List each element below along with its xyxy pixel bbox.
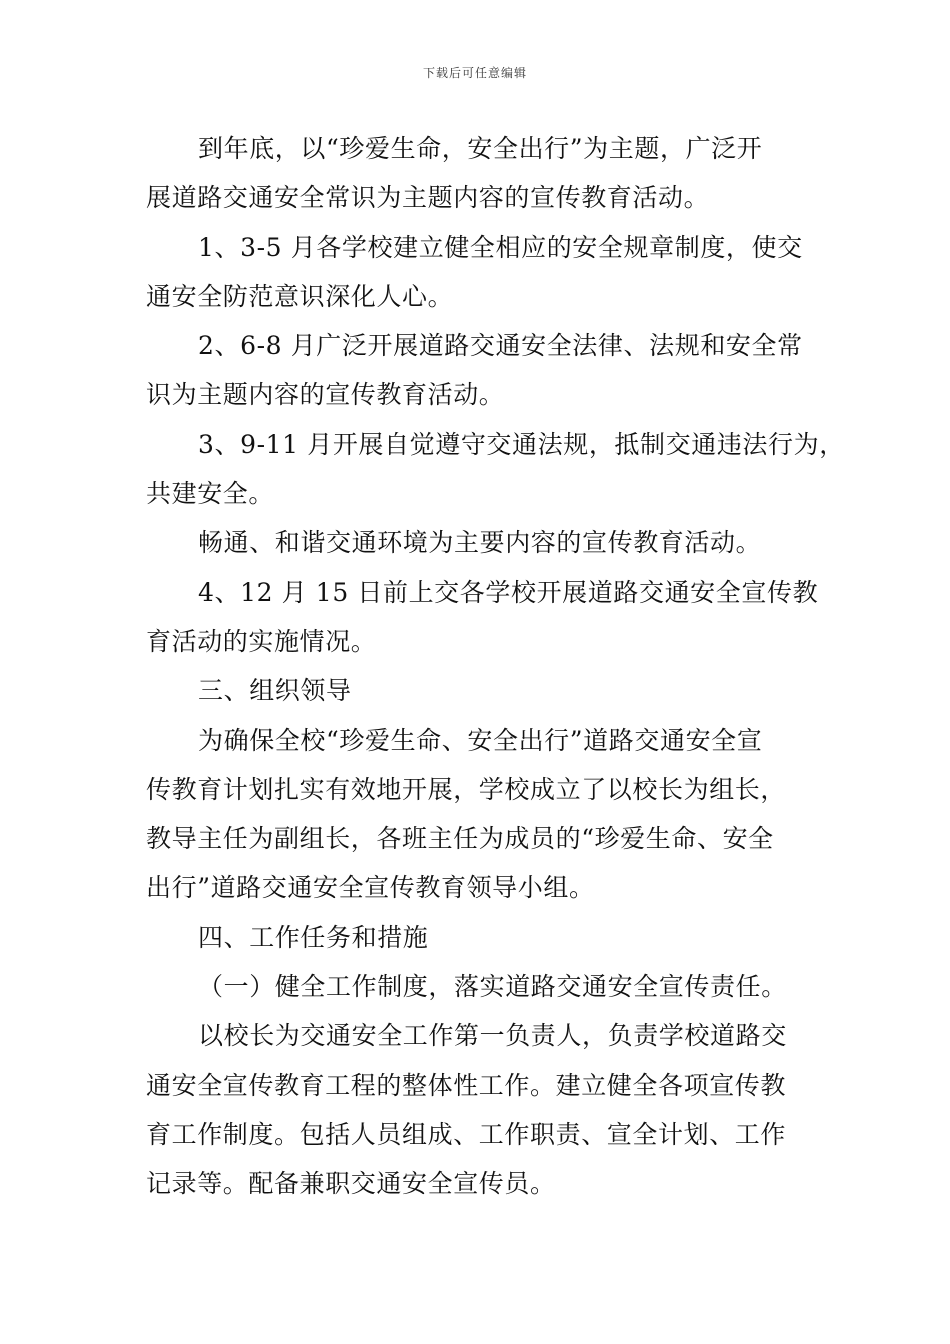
text-line: 4、12 月 15 日前上交各学校开展道路交通安全宣传教 [198, 577, 819, 607]
text-line: 为确保全校“珍爱生命、安全出行”道路交通安全宣 [198, 725, 763, 755]
text-line: 识为主题内容的宣传教育活动。 [146, 380, 505, 410]
text-line: 畅通、和谐交通环境为主要内容的宣传教育活动。 [198, 528, 762, 558]
text-line: 通安全宣传教育工程的整体性工作。建立健全各项宣传教 [146, 1070, 787, 1100]
section-heading: 三、组织领导 [198, 676, 352, 706]
text-line: 2、6-8 月广泛开展道路交通安全法律、法规和安全常 [198, 331, 803, 361]
subsection-heading: （一）健全工作制度，落实道路交通安全宣传责任。 [198, 972, 787, 1002]
text-line: 记录等。配备兼职交通安全宣传员。 [146, 1169, 556, 1199]
text-line: 展道路交通安全常识为主题内容的宣传教育活动。 [146, 183, 710, 213]
document-body [146, 124, 845, 1209]
text-line: 共建安全。 [146, 479, 275, 509]
text-line: 通安全防范意识深化人心。 [146, 281, 454, 311]
text-line: 教导主任为副组长，各班主任为成员的“珍爱生命、安全 [146, 824, 774, 854]
text-line: 出行”道路交通安全宣传教育领导小组。 [146, 873, 595, 903]
text-line: 传教育计划扎实有效地开展，学校成立了以校长为组长， [146, 774, 787, 804]
text-line: 3、9-11 月开展自觉遵守交通法规，抵制交通违法行为， [198, 429, 845, 459]
text-line: 育活动的实施情况。 [146, 626, 377, 656]
text-line: 以校长为交通安全工作第一负责人，负责学校道路交 [198, 1021, 787, 1051]
text-line: 育工作制度。包括人员组成、工作职责、宣全计划、工作 [146, 1119, 787, 1149]
text-line: 1、3-5 月各学校建立健全相应的安全规章制度，使交 [198, 232, 803, 262]
section-heading: 四、工作任务和措施 [198, 922, 429, 952]
download-note: 下载后可任意编辑 [422, 66, 527, 80]
text-line: 到年底，以“珍爱生命，安全出行”为主题，广泛开 [198, 134, 763, 163]
